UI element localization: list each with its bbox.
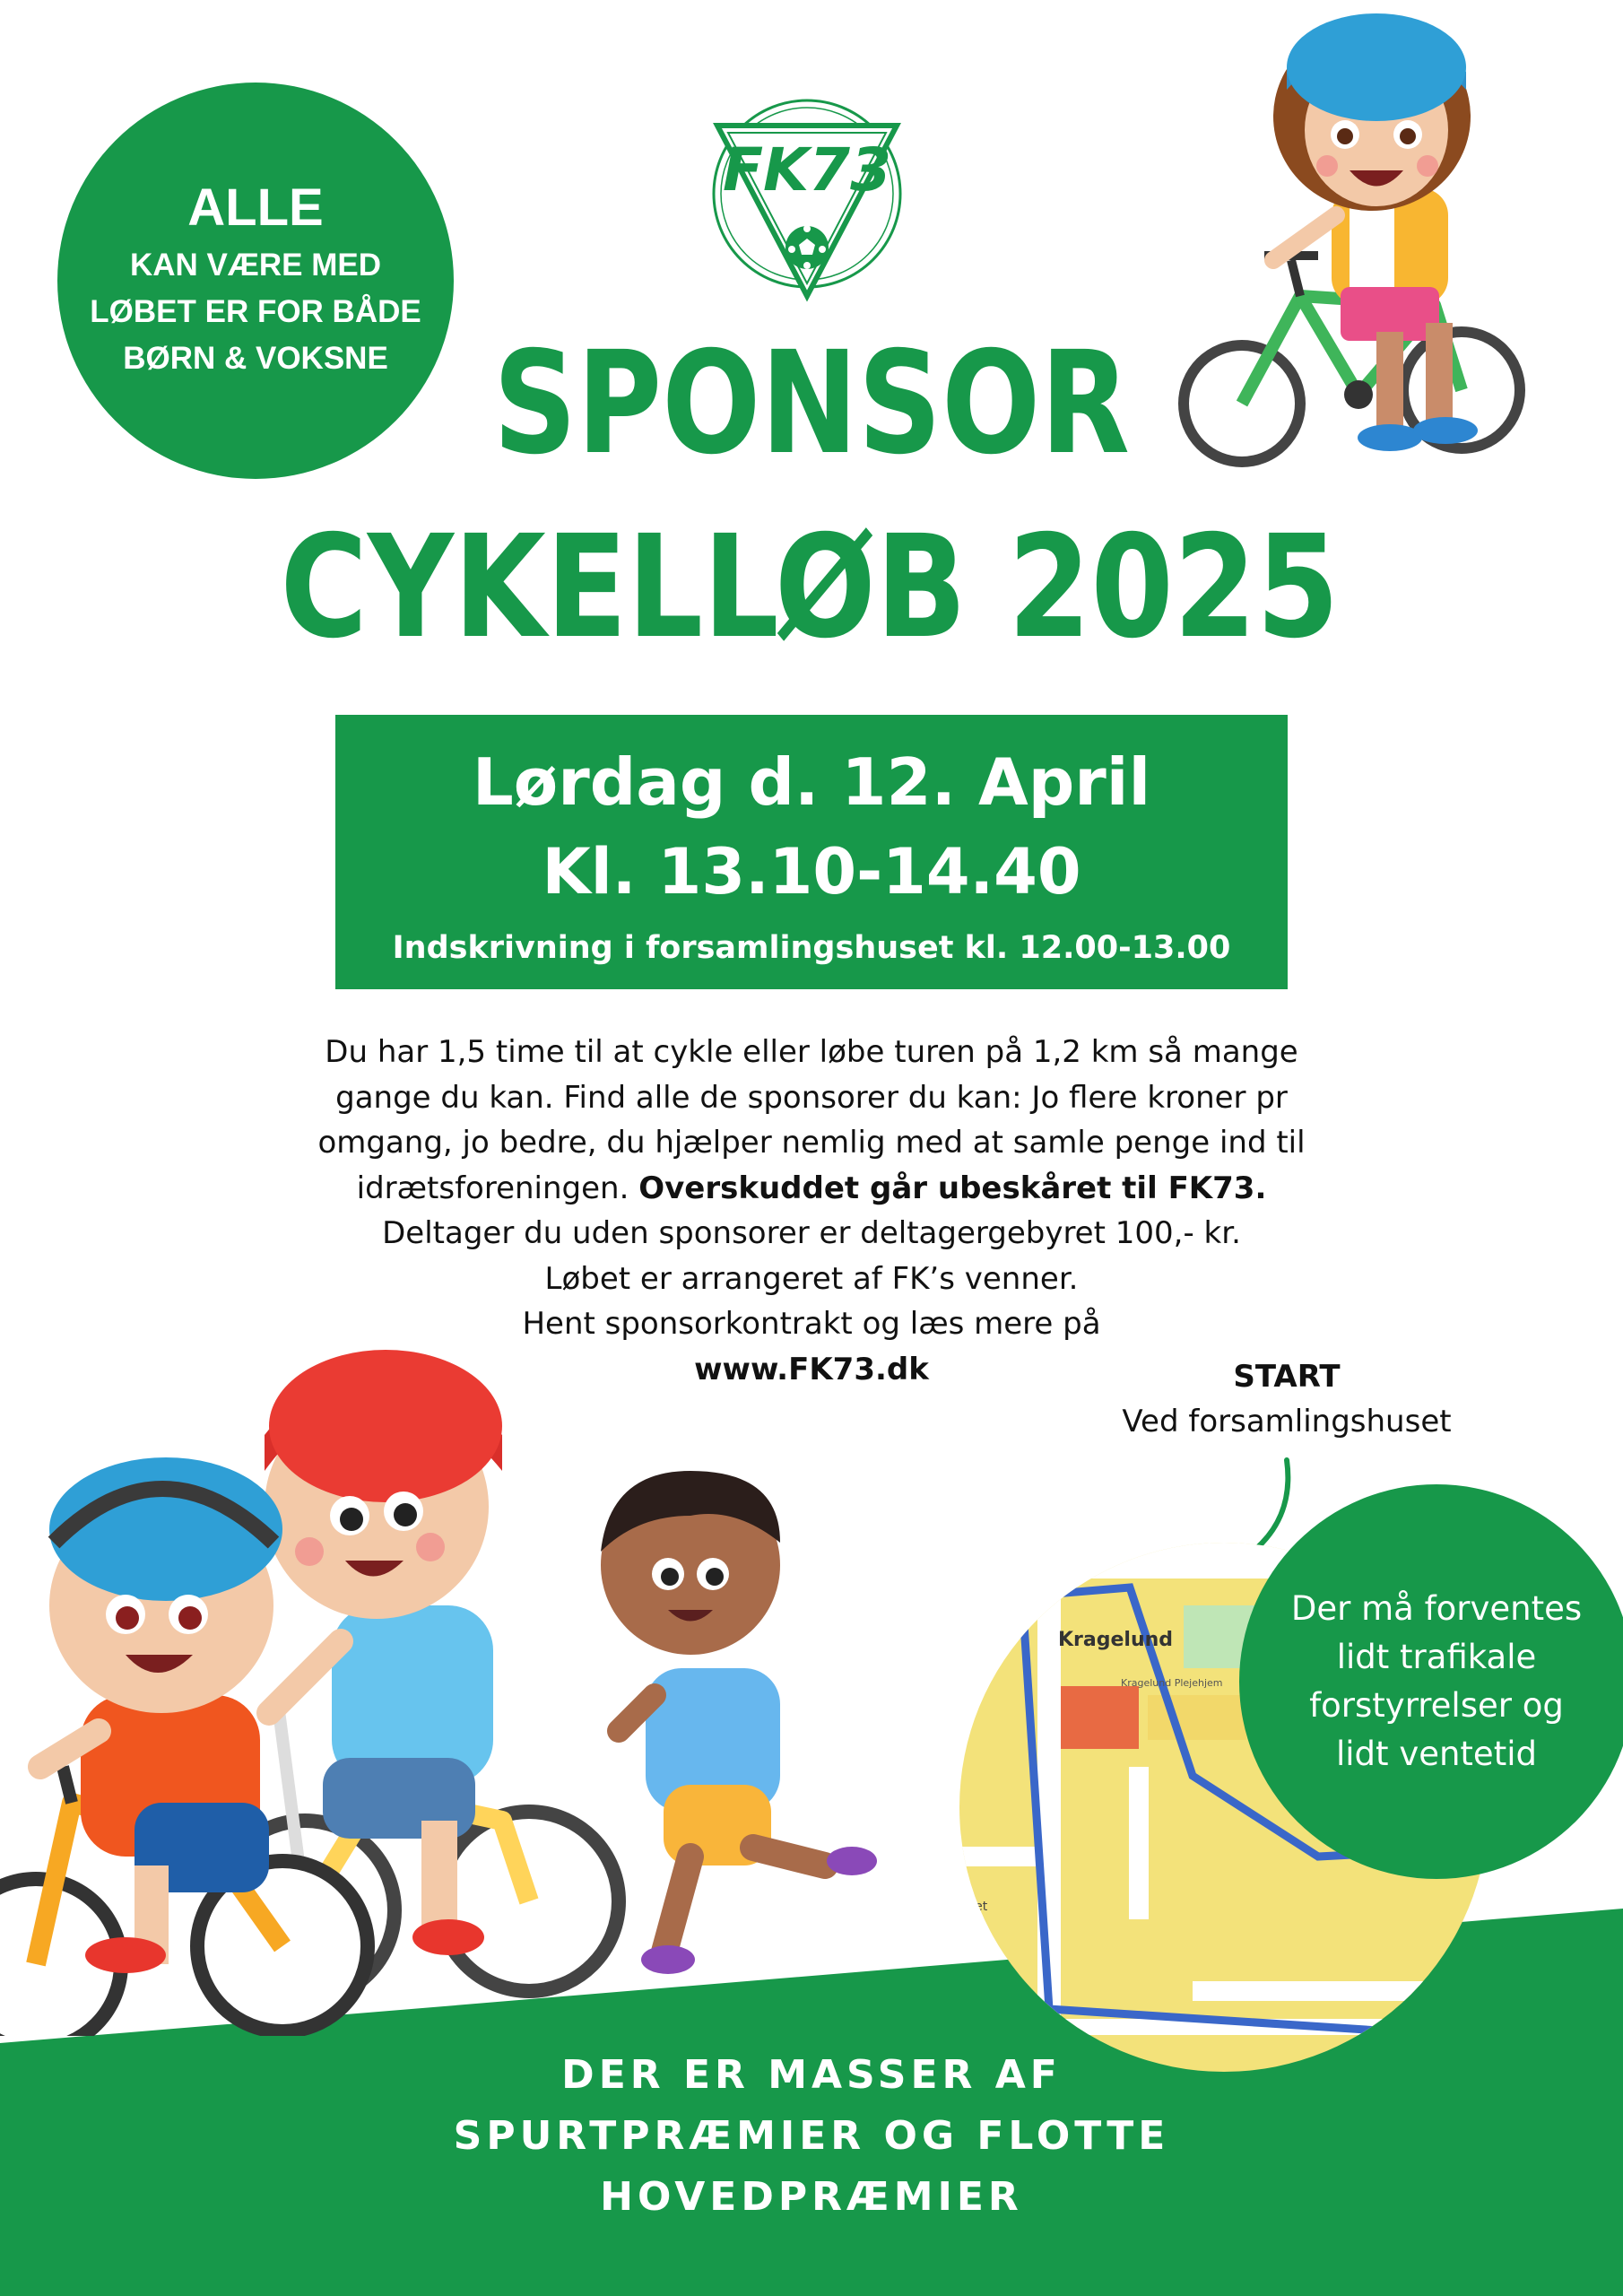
description-line: gange du kan. Find alle de sponsorer du kan: Jo flere kroner pr <box>335 1079 1288 1116</box>
start-location: Ved forsamlingshuset <box>1122 1404 1452 1439</box>
start-label <box>1058 1354 1515 1444</box>
girl-with-bike-illustration <box>1166 9 1542 475</box>
badge-line: LØBET ER FOR BÅDE <box>90 294 421 329</box>
prizes-line: DER ER MASSER AF <box>561 2052 1062 2098</box>
description-line: Løbet er arrangeret af FK’s venner. <box>544 1260 1079 1297</box>
prizes-text <box>0 2045 1623 2228</box>
info-line: forstyrrelser og <box>1309 1686 1564 1725</box>
profit-statement: Overskuddet går ubeskåret til FK73. <box>638 1170 1267 1206</box>
description-line <box>269 1166 1354 1212</box>
info-line: lidt ventetid <box>1336 1735 1537 1773</box>
badge-line: KAN VÆRE MED <box>129 248 382 283</box>
registration-info: Indskrivning i forsamlingshuset kl. 12.00-13.00 <box>392 930 1231 966</box>
date-box <box>335 715 1288 989</box>
event-date: Lørdag d. 12. April <box>472 744 1151 820</box>
description-line: Hent sponsorkontrakt og læs mere på <box>522 1306 1101 1342</box>
prizes-line: HOVEDPRÆMIER <box>600 2174 1023 2220</box>
traffic-info-circle <box>1239 1484 1623 1879</box>
website-link[interactable]: www.FK73.dk <box>694 1351 929 1387</box>
kids-cycling-illustration <box>0 1336 897 2036</box>
map-label: Kragelund Plejehjem <box>1121 1677 1223 1689</box>
description-line: Du har 1,5 time til at cykle eller løbe turen på 1,2 km så mange <box>325 1034 1298 1070</box>
map-label: Kragelund <box>1058 1629 1174 1651</box>
badge-heading: ALLE <box>187 178 324 237</box>
fk73-logo <box>708 97 906 303</box>
title-line-cykellob: CYKELLØB 2025 <box>280 505 1340 670</box>
badge-line: BØRN & VOKSNE <box>123 341 388 376</box>
info-line: Der må forventes <box>1290 1589 1583 1628</box>
description-line: Deltager du uden sponsorer er deltagergebyret 100,- kr. <box>382 1215 1241 1251</box>
title-line-sponsor: SPONSOR <box>492 321 1131 486</box>
description-text-span: idrætsforeningen. <box>356 1170 639 1206</box>
event-time: Kl. 13.10-14.40 <box>542 835 1081 909</box>
info-line: lidt trafikale <box>1336 1638 1537 1676</box>
map-label: vget <box>959 1900 988 1914</box>
prizes-line: SPURTPRÆMIER OG FLOTTE <box>453 2113 1170 2159</box>
description-line: omgang, jo bedre, du hjælper nemlig med at samle penge ind til <box>317 1125 1306 1161</box>
start-heading: START <box>1233 1359 1341 1395</box>
svg-text:FK73: FK73 <box>722 135 892 204</box>
